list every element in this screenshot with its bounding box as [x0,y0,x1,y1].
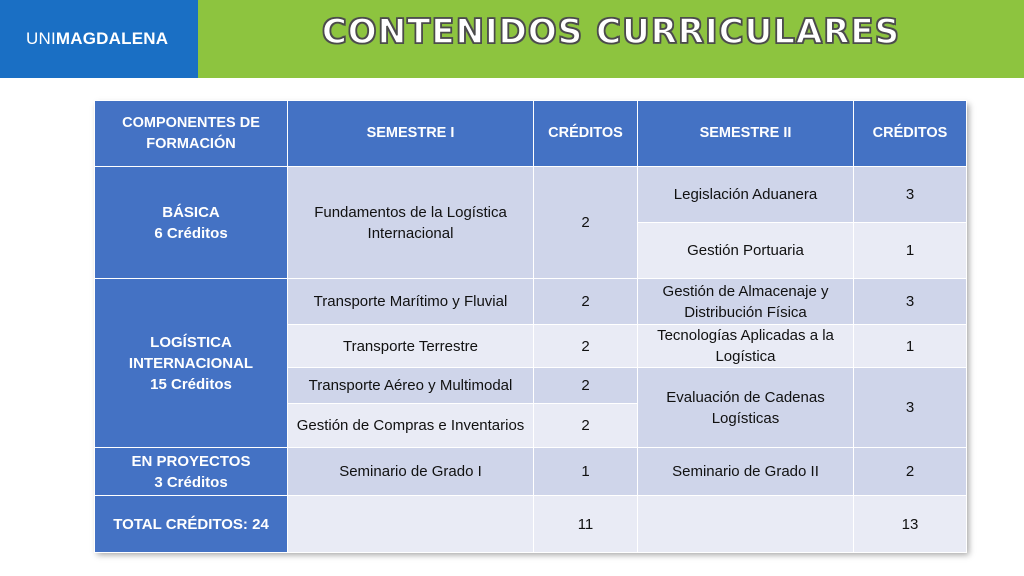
header-components: COMPONENTES DE FORMACIÓN [95,101,288,167]
credits-cell: 1 [854,223,967,279]
course-cell: Legislación Aduanera [638,167,854,223]
credits-cell: 1 [534,448,638,496]
total-row [95,496,967,553]
slide-title: CONTENIDOS CURRICULARES [321,12,901,52]
course-cell: Transporte Aéreo y Multimodal [288,368,534,404]
header-semester-2: SEMESTRE II [638,101,854,167]
credits-cell: 2 [854,448,967,496]
credits-cell: 2 [534,167,638,279]
credits-cell: 1 [854,325,967,368]
course-cell: Transporte Terrestre [288,325,534,368]
component-basica [95,167,288,279]
table-row [95,448,967,496]
header-semester-1: SEMESTRE I [288,101,534,167]
curriculum-table [94,100,967,553]
course-cell: Gestión de Compras e Inventarios [288,404,534,448]
table-row [95,167,967,223]
curriculum-table-container [94,100,966,551]
component-logistica [95,279,288,448]
header-credits-2: CRÉDITOS [854,101,967,167]
total-credits-1: 11 [534,496,638,553]
total-credits-2: 13 [854,496,967,553]
empty-cell [288,496,534,553]
title-bar [198,0,1024,78]
course-cell: Transporte Marítimo y Fluvial [288,279,534,325]
component-credits: 15 Créditos [150,375,232,393]
credits-cell: 3 [854,279,967,325]
university-logo [0,0,198,78]
component-label: BÁSICA [162,203,220,221]
course-cell: Tecnologías Aplicadas a la Logística [638,325,854,368]
course-cell: Seminario de Grado II [638,448,854,496]
logo-text-magdalena: MAGDALENA [55,29,169,48]
credits-cell: 2 [534,368,638,404]
header-credits-1: CRÉDITOS [534,101,638,167]
course-cell: Seminario de Grado I [288,448,534,496]
credits-cell: 3 [854,368,967,448]
logo-text-uni: UNI [26,29,56,48]
component-credits: 6 Créditos [154,224,228,242]
total-label: TOTAL CRÉDITOS: 24 [95,496,288,553]
component-proyectos [95,448,288,496]
header-row [95,101,967,167]
component-label: EN PROYECTOS [131,452,251,470]
table-row [95,279,967,325]
course-cell: Gestión de Almacenaje y Distribución Física [638,279,854,325]
course-cell: Gestión Portuaria [638,223,854,279]
credits-cell: 2 [534,325,638,368]
credits-cell: 2 [534,404,638,448]
credits-cell: 2 [534,279,638,325]
course-cell: Evaluación de Cadenas Logísticas [638,368,854,448]
credits-cell: 3 [854,167,967,223]
component-label: LOGÍSTICA INTERNACIONAL [128,333,254,372]
empty-cell [638,496,854,553]
component-credits: 3 Créditos [154,473,228,491]
course-cell: Fundamentos de la Logística Internacional [288,167,534,279]
